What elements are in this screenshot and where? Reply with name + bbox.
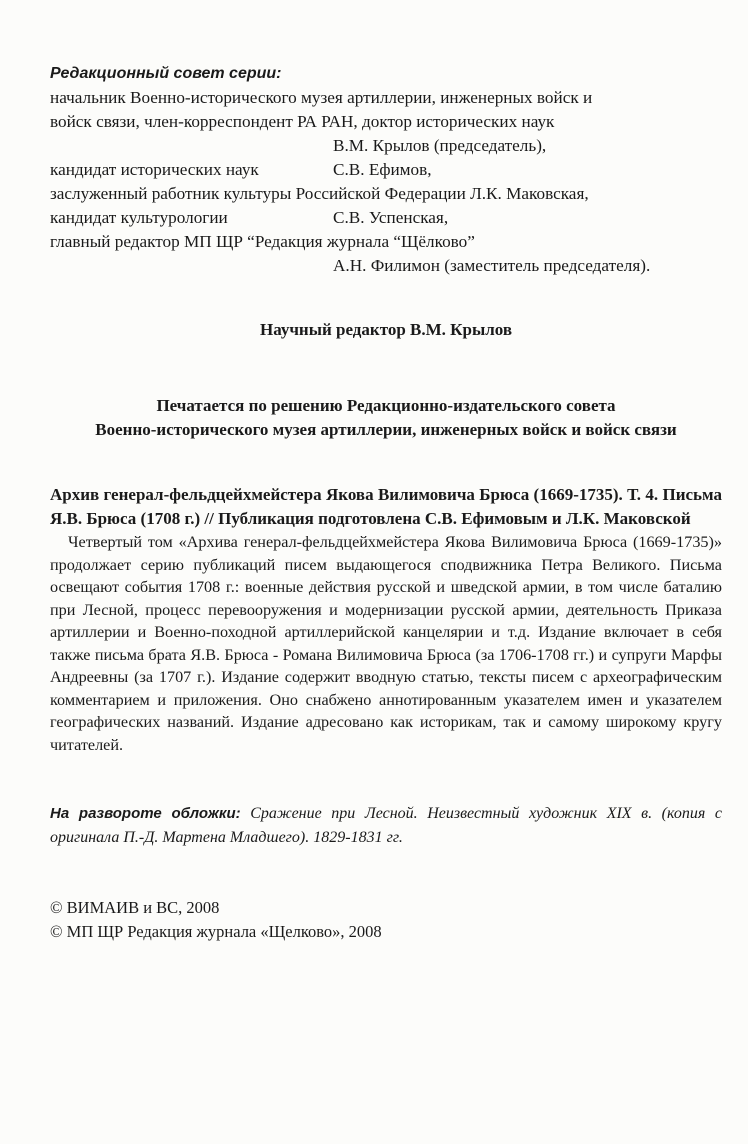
cover-note-text: Сражение при Лесной. Неизвестный художник XIX в. (копия с оригинала П.-Д. Мартена Младшего). 1829-1831 гг. [50,805,722,846]
cover-note-lead: На развороте обложки: [50,805,241,822]
board-row [50,206,722,230]
board-line: главный редактор МП ЩР “Редакция журнала “Щёлково” [50,232,475,251]
copyright-line: © ВИМАИВ и ВС, 2008 [50,898,220,917]
printing-decision-line: Печатается по решению Редакционно-издательского совета [156,396,616,415]
board-row [50,158,722,182]
printing-decision-line: Военно-исторического музея артиллерии, инженерных войск и войск связи [95,420,677,439]
book-title: Архив генерал-фельдцейхмейстера Якова Вилимовича Брюса (1669-1735). Т. 4. Письма Я.В. Брюса (1708 г.) // Публикация подготовлена С.В. Ефимовым и Л.К. Маковской [50,485,722,528]
scientific-editor: Научный редактор В.М. Крылов [259,320,513,339]
printing-decision [50,394,722,442]
board-line: войск связи, член-корреспондент РА РАН, доктор исторических наук [50,112,555,131]
board-line: В.М. Крылов (председатель), [333,136,547,155]
cover-note [50,802,722,849]
board-row-label: кандидат исторических наук [50,160,259,179]
board-line: А.Н. Филимон (заместитель председателя). [333,256,651,275]
copyright-line: © МП ЩР Редакция журнала «Щелково», 2008 [50,922,382,941]
board-line: заслуженный работник культуры Российской Федерации Л.К. Маковская, [50,184,589,203]
page [50,62,722,944]
editorial-board [50,62,722,278]
board-heading: Редакционный совет серии: [50,65,282,82]
board-row-value: С.В. Ефимов, [333,160,432,179]
abstract: Четвертый том «Архива генерал-фельдцейхмейстера Якова Вилимовича Брюса (1669-1735)» продолжает серию публикаций писем выдающегося сподвижника Петра Великого. Письма освещают события 1708 г.: военные действия русской и шведской армии, в том числе баталию при Лесной, процесс перевооружения и модернизации русской армии, деятельность Приказа артиллерии и Военно-походной артиллерийской канцелярии и т.д. Издание включает в себя также письма брата Я.В. Брюса - Романа Вилимовича Брюса (за 1706-1708 гг.) и супруги Марфы Андреевны (за 1707 г.). Издание содержит вводную статью, тексты писем с археографическим комментарием и приложения. Оно снабжено аннотированным указателем имен и указателем географических названий. Издание адресовано как историкам, так и самому широкому кругу читателей. [50,533,722,754]
board-row-value: С.В. Успенская, [333,208,449,227]
board-row-label: кандидат культурологии [50,208,228,227]
copyright [50,896,722,944]
board-line: начальник Военно-исторического музея артиллерии, инженерных войск и [50,88,593,107]
